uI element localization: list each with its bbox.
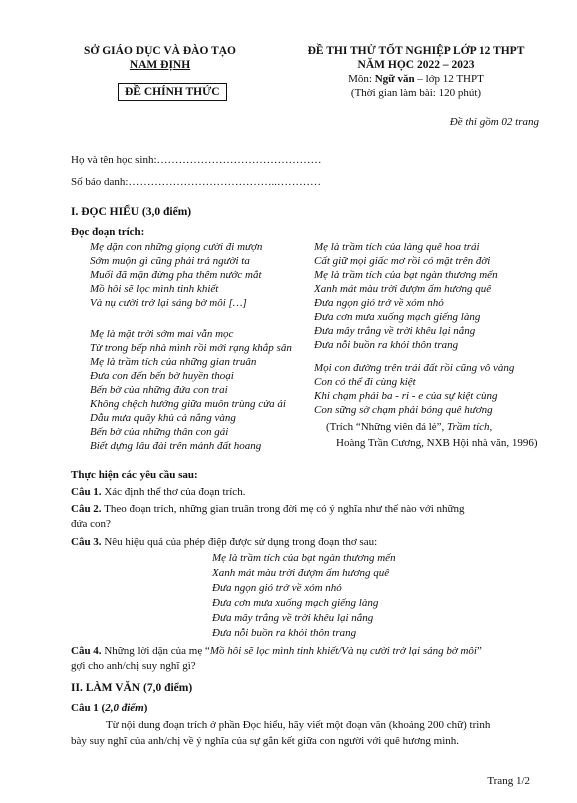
question-4 (71, 645, 482, 657)
part1-heading: I. ĐỌC HIỂU (3,0 điểm) (71, 206, 192, 218)
poem-left-line: Đưa con đến bến bờ huyền thoại (90, 370, 234, 382)
poem-left-line: Bến bờ của những thân con gái (90, 426, 229, 438)
question-4-quote: Mồ hôi sẽ lọc mình tinh khiết/Và nụ cười trở lại sáng bờ môi (209, 645, 477, 657)
q3-quote-line: Đưa nỗi buồn ra khỏi thôn trang (212, 627, 357, 639)
question-4-text-a: Những lời dặn của mẹ “ (101, 645, 210, 657)
source-title: Những viên đá lẻ (360, 421, 437, 433)
question-2 (71, 503, 464, 515)
q3-quote-line: Mẹ là trầm tích của bạt ngàn thương mến (212, 552, 396, 564)
school-year: NĂM HỌC 2022 – 2023 (357, 59, 475, 71)
tasks-heading: Thực hiện các yêu cầu sau: (71, 469, 198, 481)
source-mid: ”, (436, 421, 448, 433)
read-label: Đọc đoạn trích: (71, 226, 145, 238)
poem-right-line: Cất giữ mọi giấc mơ rồi có mặt trên đời (314, 255, 491, 267)
essay-question-1 (71, 702, 147, 714)
poem-left-line: Không chệch hướng giữa muôn trùng cửa ải (90, 398, 286, 410)
essay-question-1-points: 2,0 điểm (105, 702, 144, 714)
q3-quote-line: Đưa mây trắng về trời khêu lại nắng (212, 612, 374, 624)
student-name-line: Họ và tên học sinh:……………………………………… (71, 154, 322, 166)
subject-line (296, 73, 536, 85)
q3-quote-line: Đưa cơn mưa xuống mạch giếng làng (212, 597, 379, 609)
poem-right-line: Đưa mây trắng về trời khêu lại nắng (314, 325, 476, 337)
question-4-label: Câu 4. (71, 645, 102, 657)
source-author: Hoàng Trần Cương, NXB Hội nhà văn, 1996) (336, 437, 538, 449)
source-citation (326, 421, 492, 433)
province-name: NAM ĐỊNH (129, 59, 191, 71)
exam-time: (Thời gian làm bài: 120 phút) (350, 87, 482, 99)
question-2-label: Câu 2. (71, 503, 102, 515)
question-4-text-b: ” (477, 645, 482, 657)
poem-right-line: Mẹ là trầm tích của bạt ngàn thương mến (314, 269, 498, 281)
question-2-cont: đứa con? (71, 518, 111, 530)
poem-left-line: Và nụ cười trở lại sáng bờ môi […] (90, 297, 247, 309)
question-3-label: Câu 3. (71, 536, 102, 548)
source-book: Trầm tích, (447, 421, 493, 433)
poem-left-line: Sớm muộn gì cũng phải trả người ta (90, 255, 250, 267)
poem-right-line: Đưa cơn mưa xuống mạch giếng làng (314, 311, 481, 323)
subject-prefix: Môn: (348, 73, 375, 85)
essay-question-1-label: Câu 1 ( (71, 702, 106, 714)
source-prefix: (Trích “ (326, 421, 361, 433)
poem-right-line: Đưa nỗi buồn ra khỏi thôn trang (314, 339, 459, 351)
question-1-text: Xác định thể thơ của đoạn trích. (101, 486, 246, 498)
poem-left-line: Mẹ là mặt trời sớm mai vẫn mọc (90, 328, 234, 340)
poem-left-line: Mồ hôi sẽ lọc mình tinh khiết (90, 283, 219, 295)
poem-right-line: Đưa ngọn gió trở về xóm nhỏ (314, 297, 444, 309)
question-3 (71, 536, 377, 548)
poem-right-line: Khi chạm phải ba - ri - e của sự kiệt cùng (314, 390, 498, 402)
poem-right-line: Con sững sờ chạm phải bóng quê hương (314, 404, 493, 416)
pages-note: Đề thi gồm 02 trang (449, 116, 539, 128)
official-exam-label: ĐỀ CHÍNH THỨC (118, 83, 227, 101)
essay-question-1-close: ) (143, 702, 148, 714)
subject-name: Ngữ văn (374, 73, 415, 85)
essay-question-1-text: Từ nội dung đoạn trích ở phần Đọc hiểu, hãy viết một đoạn văn (khoảng 200 chữ) trình (106, 719, 491, 731)
student-id-line: Số báo danh:…………………………………..………… (71, 176, 321, 188)
question-3-text: Nêu hiệu quả của phép điệp được sử dụng trong đoạn thơ sau: (101, 536, 378, 548)
poem-left-line: Biết dựng lâu đài trên mảnh đất hoang (90, 440, 262, 452)
poem-left-line: Dẫu mưa quây khủ cả nắng vàng (90, 412, 236, 424)
poem-left-line: Muối đã mặn đừng pha thêm nước mắt (90, 269, 262, 281)
subject-suffix: – lớp 12 THPT (414, 73, 484, 85)
poem-left-line: Mẹ là trầm tích của những gian truân (90, 356, 257, 368)
question-1-label: Câu 1. (71, 486, 102, 498)
question-4-cont: gợi cho anh/chị suy nghĩ gì? (71, 660, 196, 672)
q3-quote-line: Đưa ngọn gió trở về xóm nhỏ (212, 582, 342, 594)
department-name: SỞ GIÁO DỤC VÀ ĐÀO TẠO (84, 45, 236, 57)
poem-left-line: Bến bờ của những đứa con trai (90, 384, 228, 396)
question-2-text: Theo đoạn trích, những gian truân trong đời mẹ có ý nghĩa như thế nào với những (101, 503, 465, 515)
exam-title: ĐỀ THI THỬ TỐT NGHIỆP LỚP 12 THPT (307, 45, 525, 57)
poem-right-line: Mọi con đường trên trái đất rồi cũng vô vàng (314, 362, 515, 374)
poem-left-line: Mẹ dặn con những giọng cười đi mượn (90, 241, 263, 253)
poem-right-line: Mẹ là trầm tích của làng quê hoa trái (314, 241, 480, 253)
poem-right-line: Con có thể đi cùng kiệt (314, 376, 416, 388)
q3-quote-line: Xanh mát màu trời đượm ấm hương quê (212, 567, 390, 579)
question-1 (71, 486, 245, 498)
poem-left-line: Từ trong bếp nhà mình rồi mới rạng khắp sân (90, 342, 292, 354)
essay-question-1-text-cont: bày suy nghĩ của anh/chị về ý nghĩa của sự gắn kết giữa con người với quê hương mình. (71, 735, 460, 747)
page-number: Trang 1/2 (487, 775, 530, 787)
poem-right-line: Xanh mát màu trời đượm ấm hương quê (314, 283, 492, 295)
part2-heading: II. LÀM VĂN (7,0 điểm) (71, 682, 193, 694)
